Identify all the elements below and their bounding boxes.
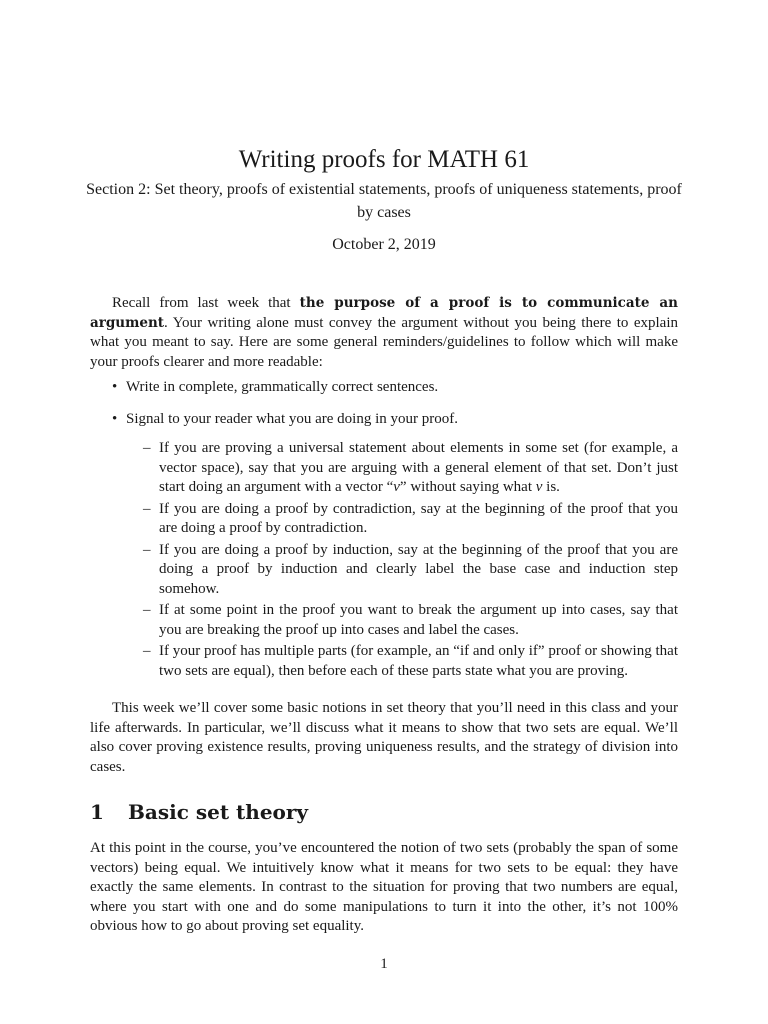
sub-text: If you are doing a proof by contradiction, say at the beginning of the proof that you are doing a proof by contradiction. (159, 500, 678, 536)
bullet-item (90, 410, 678, 430)
intro-paragraph (90, 294, 678, 372)
sub-item (90, 500, 678, 539)
section-heading (90, 800, 308, 824)
page-number: 1 (380, 956, 388, 972)
document-subtitle: Section 2: Set theory, proofs of existential statements, proofs of uniqueness statements, proof by cases (86, 181, 682, 221)
math-variable: v (535, 479, 543, 495)
dash-icon: – (143, 643, 151, 659)
sub-list (90, 439, 678, 683)
document-date: October 2, 2019 (332, 236, 436, 253)
math-variable: v (393, 479, 400, 495)
sub-item (90, 439, 678, 498)
sub-item (90, 642, 678, 681)
sub-text: If at some point in the proof you want to break the argument up into cases, say that you are breaking the proof up into cases and label the cases. (159, 602, 678, 638)
dash-icon: – (143, 602, 151, 618)
bullet-text: Signal to your reader what you are doing in your proof. (126, 410, 458, 427)
intro-text-before: Recall from last week that (112, 295, 300, 311)
intro-text-after: . Your writing alone must convey the argument without you being there to explain what you meant to say. Here are some general reminders/guidelines to follow which will make your proofs clearer and more readable: (90, 314, 678, 370)
paragraph: At this point in the course, you’ve encountered the notion of two sets (probably the span of some vectors) being equal. We intuitively know what it means for two sets to be equal: they have exactly the same elements. In contrast to the situation for proving that two numbers are equal, where you start with one and do some manipulations to turn it into the other, it’s not 100% obvious how to go about proving set equality. (90, 840, 678, 934)
sub-text: If you are doing a proof by induction, say at the beginning of the proof that you are doing a proof by induction and clearly label the base case and induction step somehow. (159, 541, 678, 597)
paragraph: This week we’ll cover some basic notions in set theory that you’ll need in this class and your life afterwards. In particular, we’ll discuss what it means to show that two sets are equal. We’ll also cover proving existence results, proving uniqueness results, and the strategy of division into cases. (90, 700, 678, 775)
bullet-list (90, 378, 678, 441)
bullet-icon: • (112, 410, 118, 427)
section-title: Basic set theory (128, 800, 309, 824)
dash-icon: – (143, 440, 151, 456)
bullet-icon: • (112, 379, 118, 395)
sub-text-middle: ” without saying what (399, 479, 536, 495)
section-number: 1 (90, 800, 104, 824)
sub-item (90, 601, 678, 640)
sub-item (90, 541, 678, 600)
sub-text-before: If you are proving a universal statement about elements in some set (for example, a vector space), say that you are arguing with a general element of that set. Don’t just start doing an argument with a vector “ (159, 440, 678, 495)
sub-text-after: is. (542, 479, 560, 495)
bullet-item (90, 378, 678, 398)
document-title: Writing proofs for MATH 61 (238, 146, 530, 173)
dash-icon: – (143, 500, 151, 517)
dash-icon: – (143, 541, 151, 558)
intro-bold-text: the purpose of a proof is to communicate an argument (90, 295, 678, 331)
bullet-text: Write in complete, grammatically correct sentences. (126, 379, 439, 395)
sub-text: If your proof has multiple parts (for example, an “if and only if” proof or showing that two sets are equal), then before each of these parts state what you are proving. (159, 643, 678, 679)
